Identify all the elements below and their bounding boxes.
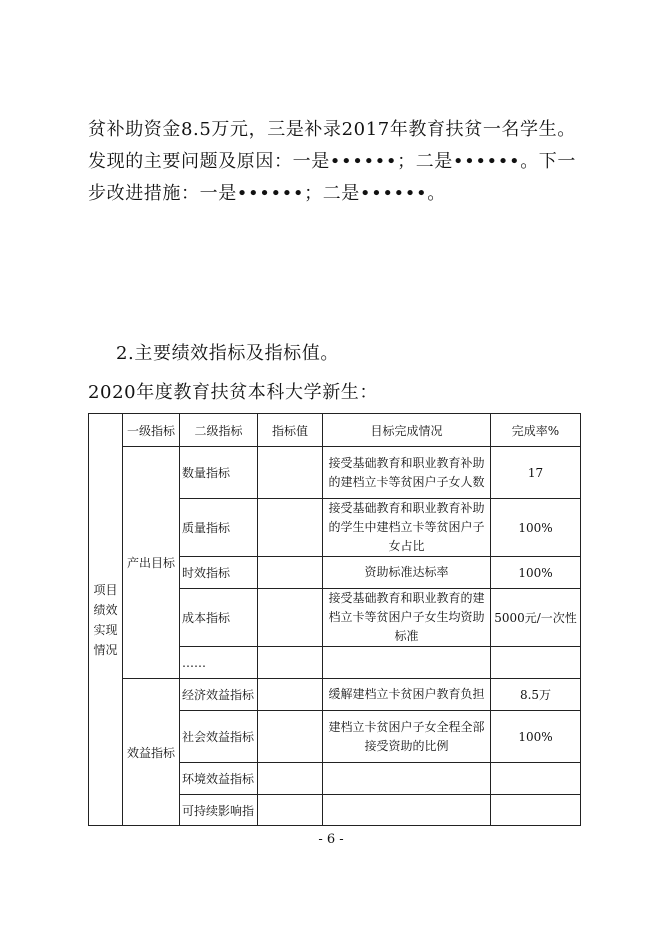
table-row [89,679,581,711]
indicator-description: 接受基础教育和职业教育的建档立卡等贫困户子女生均资助标准 [323,589,491,647]
page-number: - 6 - [318,832,344,847]
table-row [89,447,581,499]
indicator-name: 社会效益指标 [180,711,258,763]
indicator-value [258,711,323,763]
indicator-description [323,763,491,795]
indicator-description: 建档立卡贫困户子女全程全部接受资助的比例 [323,711,491,763]
indicator-description: 资助标准达标率 [323,557,491,589]
header-first-level: 一级指标 [123,414,180,447]
indicator-name: 时效指标 [180,557,258,589]
table-title: 2020年度教育扶贫本科大学新生： [88,382,379,403]
group-name-benefit: 效益指标 [123,679,180,826]
indicator-description: 接受基础教育和职业教育补助的建档立卡等贫困户子女人数 [323,447,491,499]
indicator-value [258,447,323,499]
section-heading: 2.主要绩效指标及指标值。 [116,343,339,364]
indicator-rate: 100% [491,557,581,589]
indicator-rate [491,647,581,679]
indicator-value [258,557,323,589]
indicator-name: 成本指标 [180,589,258,647]
indicator-description [323,647,491,679]
indicator-name: 质量指标 [180,499,258,557]
indicator-name: …… [180,647,258,679]
indicator-rate [491,763,581,795]
indicator-name: 经济效益指标 [180,679,258,711]
table-header-row [89,414,581,447]
indicator-rate: 8.5万 [491,679,581,711]
indicator-rate [491,795,581,826]
header-rate: 完成率% [491,414,581,447]
indicator-rate: 100% [491,711,581,763]
header-second-level: 二级指标 [180,414,258,447]
indicator-rate: 5000元/一次性 [491,589,581,647]
indicator-name: 可持续影响指 [180,795,258,826]
indicator-value [258,679,323,711]
group-name-output: 产出目标 [123,447,180,679]
header-completion: 目标完成情况 [323,414,491,447]
indicator-description: 缓解建档立卡贫困户教育负担 [323,679,491,711]
indicator-name: 环境效益指标 [180,763,258,795]
indicator-value [258,499,323,557]
indicator-rate: 17 [491,447,581,499]
indicator-value [258,763,323,795]
indicator-description: 接受基础教育和职业教育补助的学生中建档立卡等贫困户子女占比 [323,499,491,557]
indicator-value [258,647,323,679]
performance-table [88,413,581,826]
indicator-rate: 100% [491,499,581,557]
indicator-name: 数量指标 [180,447,258,499]
indicator-value [258,589,323,647]
header-indicator-value: 指标值 [258,414,323,447]
indicator-value [258,795,323,826]
indicator-description [323,795,491,826]
project-label-cell: 项目绩效实现情况 [89,414,123,826]
body-paragraph: 贫补助资金8.5万元，三是补录2017年教育扶贫一名学生。发现的主要问题及原因：一是••••••；二是••••••。下一步改进措施：一是••••••；二是••••••。 [88,119,577,204]
